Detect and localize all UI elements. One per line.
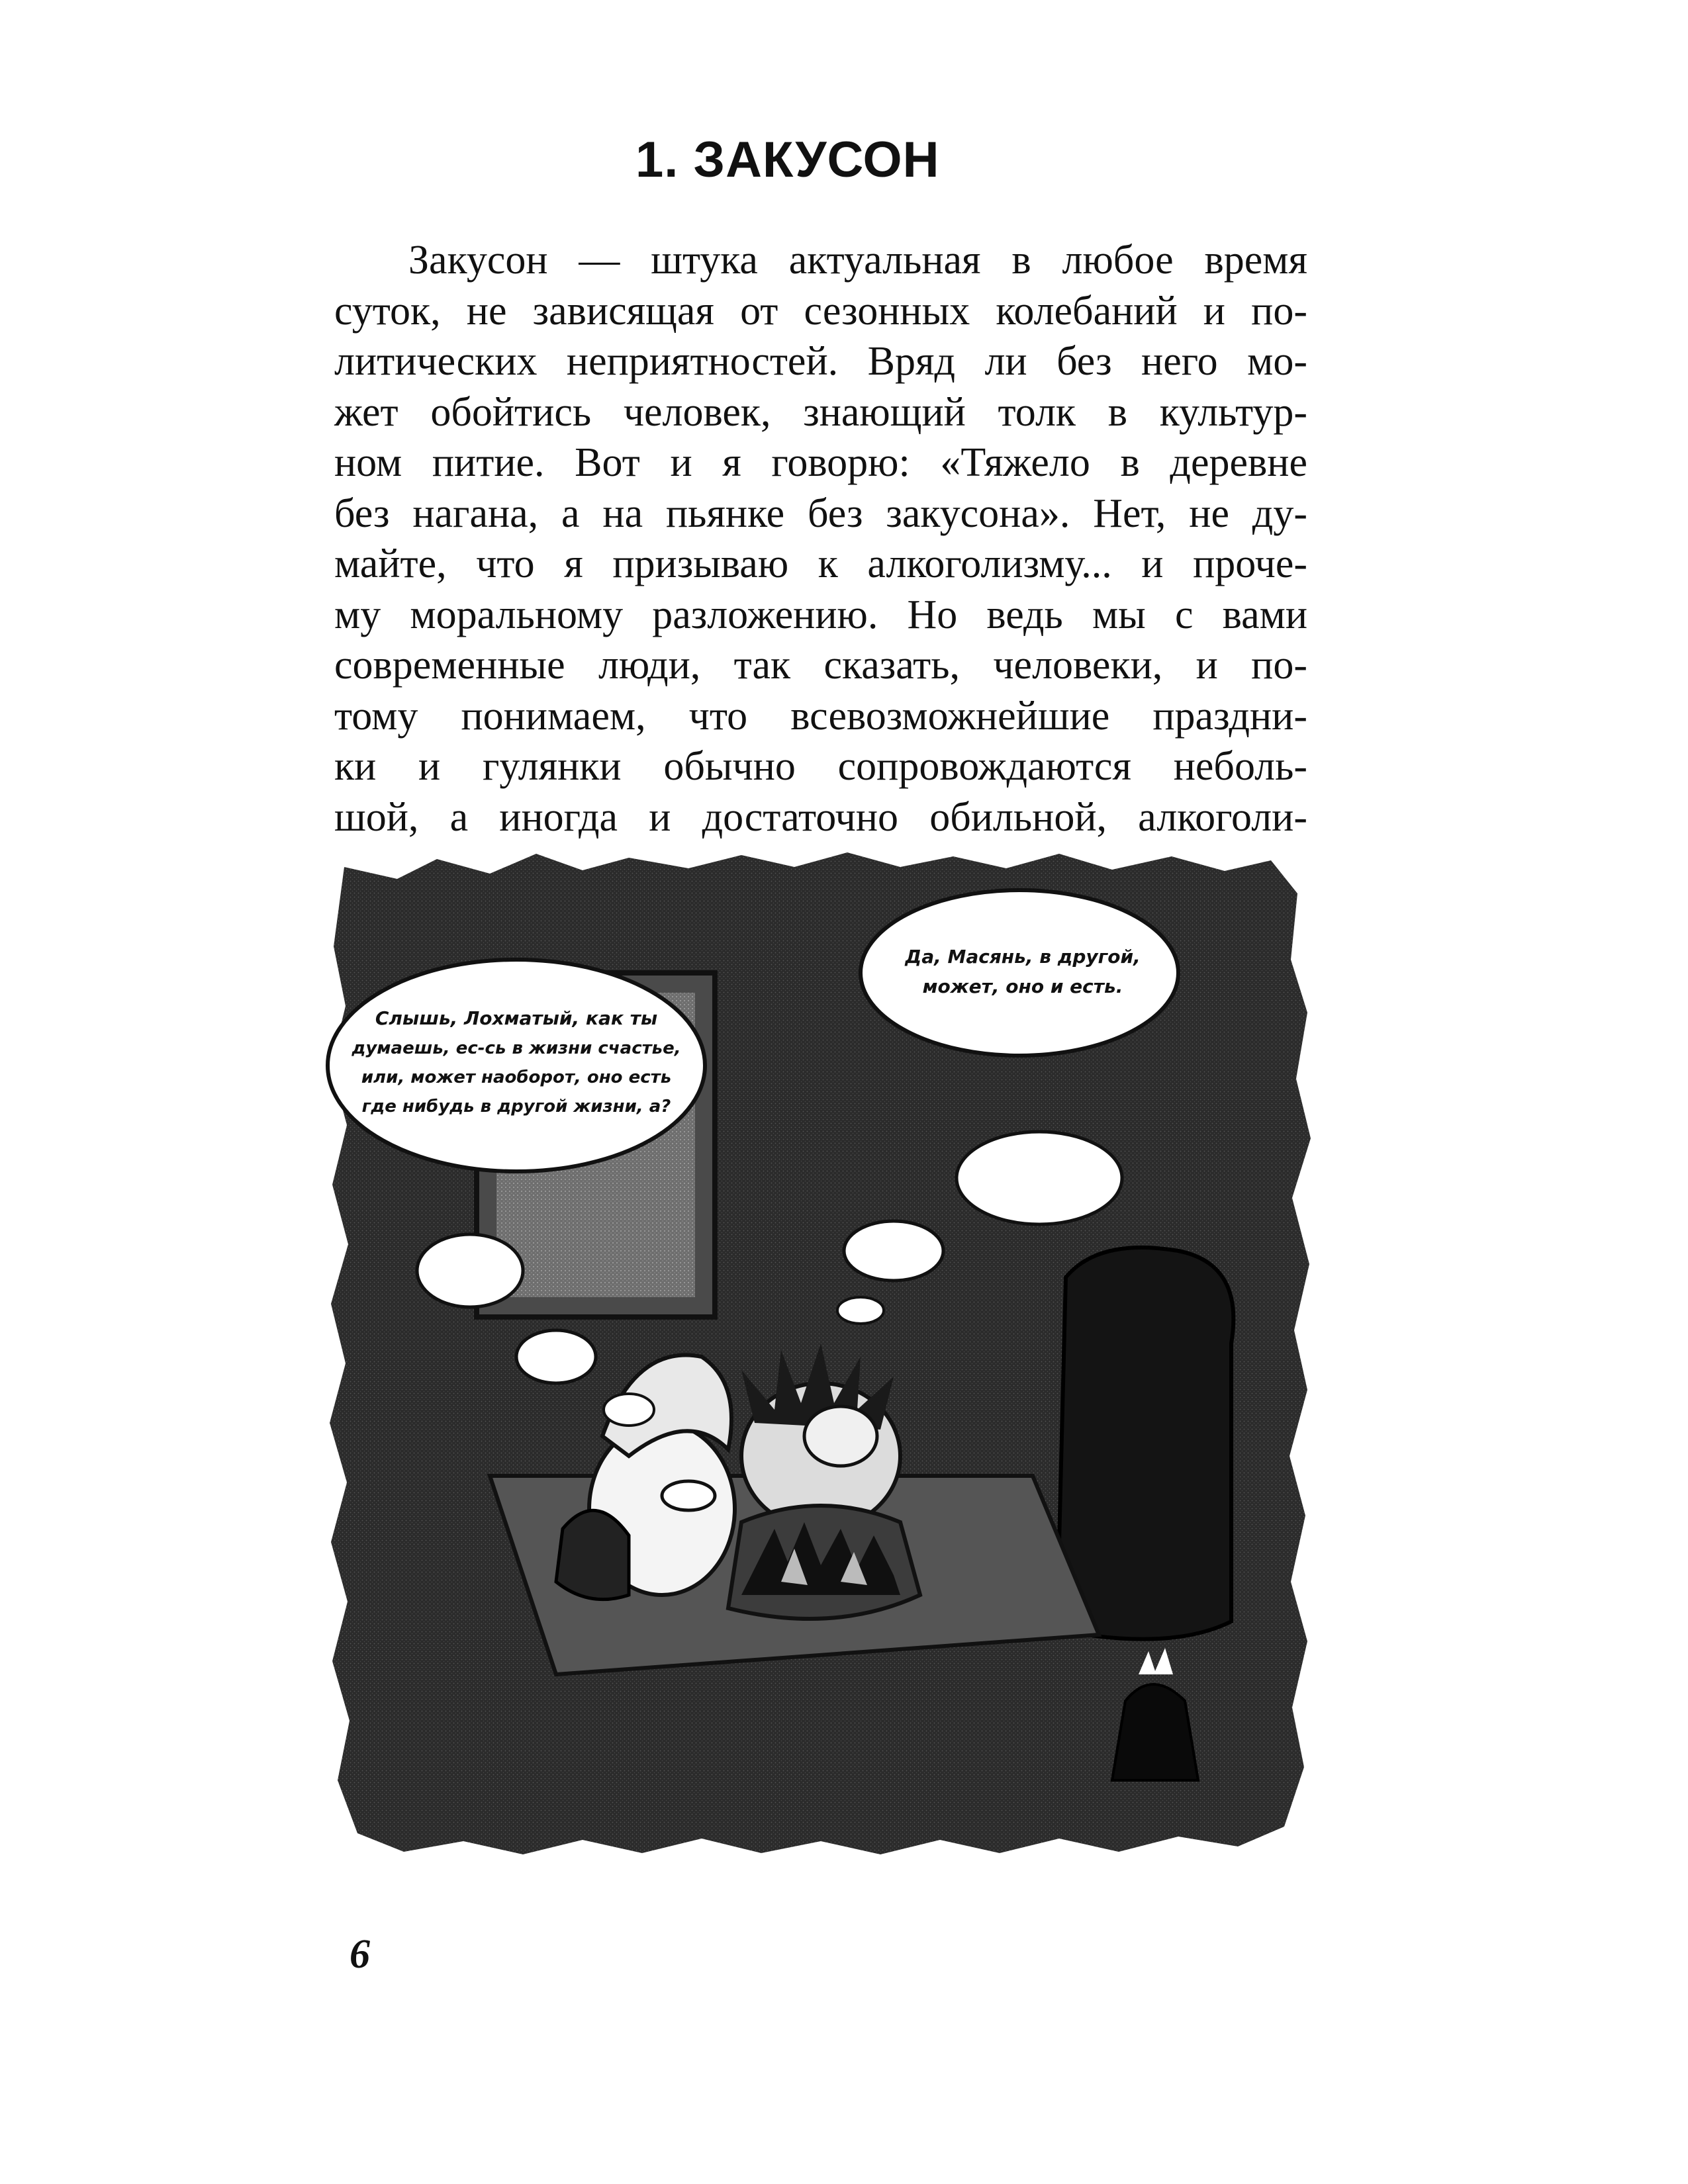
body-line: му моральному разложению. Но ведь мы с вами xyxy=(334,592,1307,637)
page-number: 6 xyxy=(350,1932,370,1977)
character-eye xyxy=(662,1481,715,1510)
thought-bubble-small xyxy=(957,1132,1122,1224)
body-line: Закусон — штука актуальная в любое время xyxy=(408,238,1307,283)
speech-bubble-left-line: где нибудь в другой жизни, а? xyxy=(361,1097,671,1116)
character-body xyxy=(556,1510,629,1599)
body-line: современные люди, так сказать, человеки, и по- xyxy=(334,643,1307,688)
body-line: жет обойтись человек, знающий толк в культур- xyxy=(334,389,1307,435)
body-line: тому понимаем, что всевозможнейшие праздни- xyxy=(334,693,1307,739)
thought-bubble-small xyxy=(604,1394,654,1426)
body-text xyxy=(334,235,1307,842)
chapter-title: 1. ЗАКУСОН xyxy=(635,132,940,188)
armchair xyxy=(1059,1248,1233,1639)
thought-bubble-small xyxy=(844,1221,943,1281)
speech-bubble-left-line: или, может наоборот, оно есть xyxy=(361,1068,672,1087)
body-line: шой, а иногда и достаточно обильной, алкоголи- xyxy=(334,794,1307,840)
speech-bubble-left-line: думаешь, ес-сь в жизни счастье, xyxy=(352,1038,681,1058)
body-line: майте, что я призываю к алкоголизму... и проче- xyxy=(334,541,1307,586)
body-line: ки и гулянки обычно сопровождаются неболь- xyxy=(334,744,1307,789)
body-line: суток, не зависящая от сезонных колебаний и по- xyxy=(334,288,1307,334)
character-eye xyxy=(804,1406,877,1466)
body-line: без нагана, а на пьянке без закусона». Нет, не ду- xyxy=(334,490,1307,536)
thought-bubble-small xyxy=(837,1297,884,1324)
speech-bubble-right-line: Да, Масянь, в другой, xyxy=(905,946,1141,968)
thought-bubble-small xyxy=(417,1234,523,1307)
speech-bubble-right-line: может, оно и есть. xyxy=(922,976,1123,997)
speech-bubble-left xyxy=(328,960,705,1171)
speech-bubble-left-line: Слышь, Лохматый, как ты xyxy=(375,1007,658,1029)
thought-bubble-small xyxy=(516,1330,596,1383)
speech-bubble-right xyxy=(861,890,1178,1056)
body-line: ном питие. Вот и я говорю: «Тяжело в деревне xyxy=(334,440,1307,485)
comic-illustration xyxy=(318,841,1324,1886)
body-line: литических неприятностей. Вряд ли без него мо- xyxy=(334,339,1307,384)
